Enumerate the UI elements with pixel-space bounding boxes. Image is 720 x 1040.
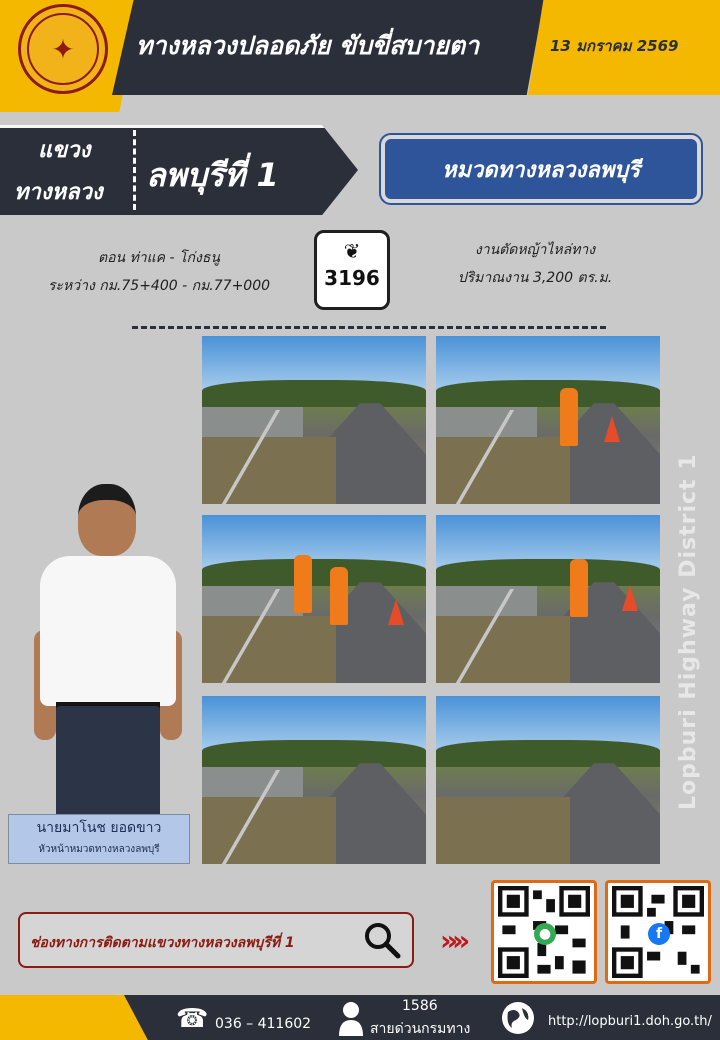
route-number-badge bbox=[314, 230, 390, 310]
unit-name: หมวดทางหลวงลพบุรี bbox=[441, 157, 641, 183]
section-divider bbox=[132, 326, 606, 329]
hotline-number[interactable]: 1586 bbox=[402, 998, 438, 1014]
page-title: ทางหลวงปลอดภัย ขับขี่สบายตา bbox=[136, 31, 480, 60]
hotline-operator-icon bbox=[336, 998, 366, 1036]
officer-name: นายมาโนช ยอดขาว bbox=[36, 820, 162, 836]
hotline-label: สายด่วนกรมทาง bbox=[370, 1021, 471, 1037]
map-pin-icon: ● bbox=[534, 923, 556, 945]
garuda-emblem-icon: ❦ bbox=[343, 239, 361, 263]
section-name: ตอน ท่าแค - โก่งธนู bbox=[98, 250, 220, 266]
officer-photo bbox=[34, 480, 182, 820]
footer-phone[interactable]: 036 – 411602 bbox=[215, 1016, 312, 1032]
officer-position: หัวหน้าหมวดทางหลวงลพบุรี bbox=[38, 844, 160, 855]
district-name: ลพบุรีที่ 1 bbox=[146, 156, 279, 194]
side-watermark-text: Lopburi Highway District 1 bbox=[676, 453, 701, 810]
seal-icon: ✦ bbox=[27, 13, 99, 85]
globe-icon bbox=[500, 1000, 536, 1036]
route-number: 3196 bbox=[324, 266, 380, 290]
work-photo-5 bbox=[202, 696, 426, 864]
qr-code-facebook[interactable] bbox=[605, 880, 711, 984]
work-info bbox=[430, 236, 640, 292]
work-photo-2 bbox=[436, 336, 660, 504]
report-date: 13 มกราคม 2569 bbox=[550, 37, 679, 55]
district-label-line1: แขวง bbox=[38, 138, 91, 163]
department-logo bbox=[18, 4, 108, 94]
work-quantity: ปริมาณงาน 3,200 ตร.ม. bbox=[457, 270, 613, 286]
officer-name-box bbox=[8, 814, 190, 864]
footer-website-link[interactable]: http://lopburi1.doh.go.th/ bbox=[548, 1014, 712, 1029]
qr-code-map[interactable] bbox=[491, 880, 597, 984]
work-photo-6 bbox=[436, 696, 660, 864]
follow-channel-text: ช่องทางการติดตามแขวงทางหลวงลพบุรีที่ 1 bbox=[30, 935, 295, 951]
section-km-range: ระหว่าง กม.75+400 - กม.77+000 bbox=[47, 278, 271, 294]
work-photo-1 bbox=[202, 336, 426, 504]
work-photo-4 bbox=[436, 515, 660, 683]
district-label-line2: ทางหลวง bbox=[14, 180, 103, 205]
facebook-icon: f bbox=[648, 923, 670, 945]
work-type: งานตัดหญ้าไหล่ทาง bbox=[474, 242, 596, 258]
double-chevron-icon: »» bbox=[440, 924, 465, 957]
section-info bbox=[14, 244, 304, 300]
search-icon bbox=[362, 920, 402, 960]
unit-name-box bbox=[381, 135, 701, 203]
work-photo-3 bbox=[202, 515, 426, 683]
footer-yellow-band bbox=[0, 995, 150, 1040]
district-divider bbox=[133, 130, 136, 210]
phone-icon: ☎ bbox=[176, 1004, 209, 1034]
